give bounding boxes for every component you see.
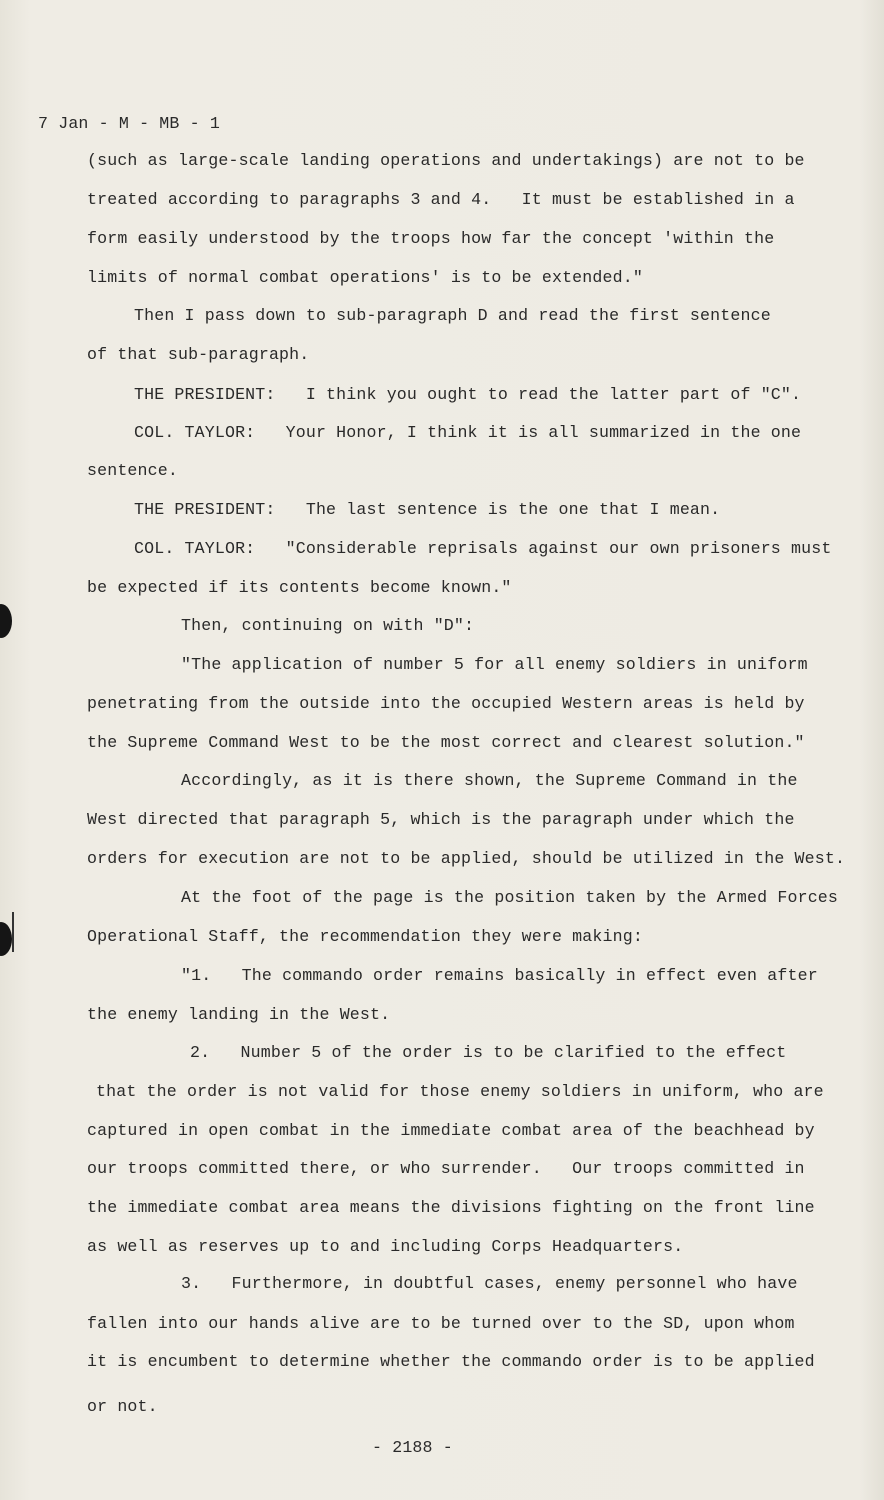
- text-line: limits of normal combat operations' is to be extended.": [87, 268, 643, 287]
- text-line: Accordingly, as it is there shown, the Supreme Command in the: [181, 771, 798, 790]
- text-line: our troops committed there, or who surrender. Our troops committed in: [87, 1159, 805, 1178]
- text-line: COL. TAYLOR: Your Honor, I think it is all summarized in the one: [134, 423, 802, 442]
- binder-hole: [0, 922, 12, 956]
- binder-hole: [0, 604, 12, 638]
- text-line: orders for execution are not to be applied, should be utilized in the West.: [87, 849, 846, 868]
- text-line: sentence.: [87, 461, 178, 480]
- text-line: penetrating from the outside into the occupied Western areas is held by: [87, 694, 805, 713]
- text-line: fallen into our hands alive are to be turned over to the SD, upon whom: [87, 1314, 795, 1333]
- text-line: West directed that paragraph 5, which is the paragraph under which the: [87, 810, 795, 829]
- text-line: "1. The commando order remains basically in effect even after: [181, 966, 818, 985]
- text-line: Operational Staff, the recommendation they were making:: [87, 927, 643, 946]
- text-line: THE PRESIDENT: The last sentence is the one that I mean.: [134, 500, 721, 519]
- text-line: form easily understood by the troops how far the concept 'within the: [87, 229, 775, 248]
- text-line: the immediate combat area means the divisions fighting on the front line: [87, 1198, 815, 1217]
- text-line: 3. Furthermore, in doubtful cases, enemy personnel who have: [181, 1274, 798, 1293]
- text-line: as well as reserves up to and including Corps Headquarters.: [87, 1237, 684, 1256]
- text-line: or not.: [87, 1397, 158, 1416]
- text-line: of that sub-paragraph.: [87, 345, 310, 364]
- page-header: 7 Jan - M - MB - 1: [38, 114, 220, 133]
- text-line: COL. TAYLOR: "Considerable reprisals against our own prisoners must: [134, 539, 832, 558]
- text-line: Then, continuing on with "D":: [181, 616, 475, 635]
- text-line: "The application of number 5 for all enemy soldiers in uniform: [181, 655, 808, 674]
- text-line: 2. Number 5 of the order is to be clarified to the effect: [190, 1043, 787, 1062]
- text-line: treated according to paragraphs 3 and 4. It must be established in a: [87, 190, 795, 209]
- text-line: the Supreme Command West to be the most correct and clearest solution.": [87, 733, 805, 752]
- text-line: the enemy landing in the West.: [87, 1005, 391, 1024]
- text-line: At the foot of the page is the position taken by the Armed Forces: [181, 888, 839, 907]
- page-number: - 2188 -: [372, 1438, 453, 1457]
- text-line: THE PRESIDENT: I think you ought to read the latter part of "C".: [134, 385, 802, 404]
- text-line: be expected if its contents become known.": [87, 578, 512, 597]
- edge-mark: [12, 912, 14, 952]
- text-line: (such as large-scale landing operations and undertakings) are not to be: [87, 151, 805, 170]
- text-line: captured in open combat in the immediate combat area of the beachhead by: [87, 1121, 815, 1140]
- text-line: it is encumbent to determine whether the commando order is to be applied: [87, 1352, 815, 1371]
- text-line: Then I pass down to sub-paragraph D and read the first sentence: [134, 306, 771, 325]
- text-line: that the order is not valid for those enemy soldiers in uniform, who are: [96, 1082, 824, 1101]
